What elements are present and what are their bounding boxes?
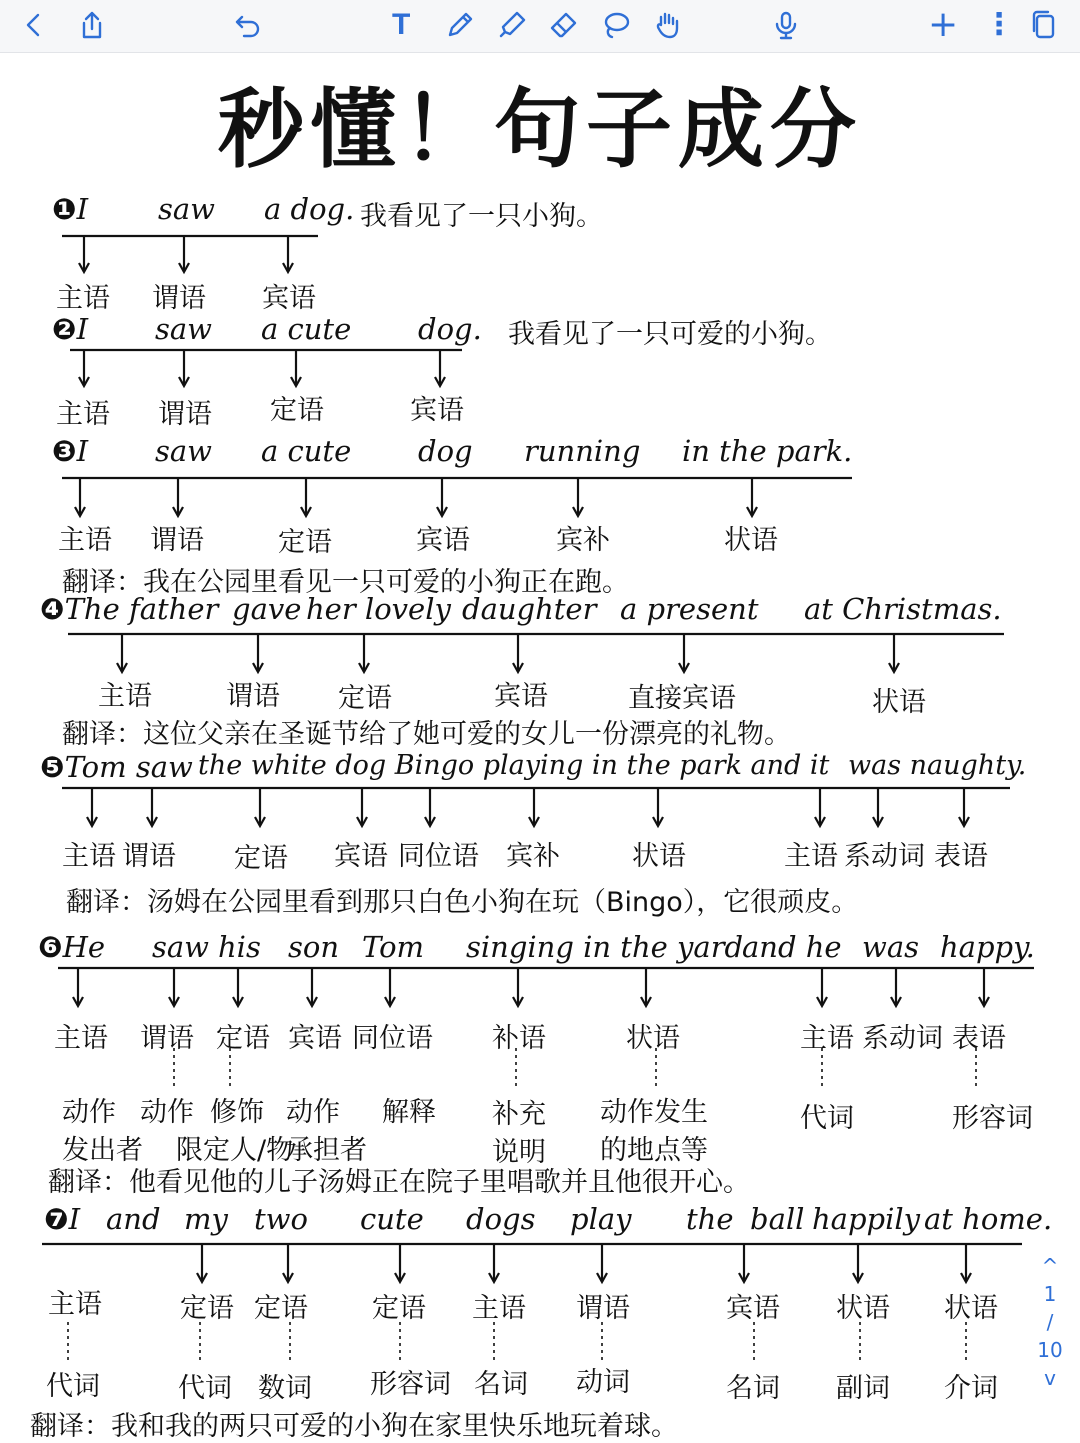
s7-word: the <box>686 1202 734 1236</box>
page-up-icon[interactable]: ^ <box>1041 1254 1059 1278</box>
s2-word: dog. <box>418 312 482 346</box>
s2-label: 谓语 <box>158 399 212 430</box>
s5-label: 宾语 <box>334 841 388 872</box>
text-tool-icon[interactable]: T <box>392 8 411 41</box>
s7-sub: 形容词 <box>370 1369 451 1400</box>
arrow-head <box>385 997 395 1006</box>
arrow-head <box>435 377 445 386</box>
pen-icon[interactable] <box>444 6 476 44</box>
arrow-head <box>425 817 435 826</box>
s2-label: 定语 <box>270 395 324 426</box>
highlighter-icon[interactable] <box>496 6 528 44</box>
arrow-head <box>815 817 825 826</box>
s1-translation: 我看见了一只小狗。 <box>360 201 603 232</box>
arrow-head <box>513 663 523 672</box>
sentence-1: ❶I <box>52 192 89 226</box>
s5-label: 状语 <box>632 841 686 872</box>
s6-sub: 修饰 <box>210 1097 264 1128</box>
page-down-icon[interactable]: v <box>1044 1366 1056 1390</box>
s1-word: saw <box>158 192 215 226</box>
s1-label: 主语 <box>56 283 110 314</box>
s2-word: a cute <box>261 312 352 346</box>
s3-label: 宾补 <box>556 525 610 556</box>
arrow-head <box>959 817 969 826</box>
arrow-head <box>255 817 265 826</box>
s6-word: and he <box>742 930 842 964</box>
s5-label: 主语 <box>784 841 838 872</box>
s4-word: gave <box>232 592 302 626</box>
s7-word: two <box>254 1202 308 1236</box>
arrow-head <box>529 817 539 826</box>
arrow-head <box>283 263 293 272</box>
s2-word: saw <box>155 312 212 346</box>
s7-label: 定语 <box>254 1293 308 1324</box>
s6-label: 系动词 <box>862 1023 943 1054</box>
add-icon[interactable]: + <box>928 4 959 45</box>
s6-sub: 形容词 <box>952 1103 1033 1134</box>
current-page: 1 <box>1043 1282 1057 1306</box>
s7-label: 定语 <box>180 1293 234 1324</box>
s2-label: 主语 <box>56 399 110 430</box>
s7-label: 宾语 <box>726 1293 780 1324</box>
s7-word: and <box>106 1202 161 1236</box>
page-separator: / <box>1046 1310 1054 1334</box>
s4-word: daughter <box>462 592 597 626</box>
s2-translation: 我看见了一只可爱的小狗。 <box>508 319 832 350</box>
s6-sub: 动作 <box>62 1097 116 1128</box>
arrow-head <box>87 817 97 826</box>
arrow-head <box>979 997 989 1006</box>
s6-sub: 的地点等 <box>600 1135 708 1166</box>
s3-label: 状语 <box>724 525 778 556</box>
s6-word: was <box>862 930 919 964</box>
s3-word: running <box>524 434 641 468</box>
arrow-head <box>513 997 523 1006</box>
pages-icon[interactable] <box>1028 6 1060 44</box>
total-pages: 10 <box>1037 1338 1063 1362</box>
sentence-3: ❸I <box>52 434 89 468</box>
arrow-head <box>437 507 447 516</box>
arrow-head <box>641 997 651 1006</box>
lasso-icon[interactable] <box>600 6 632 44</box>
s4-label: 宾语 <box>494 681 548 712</box>
s5-word: the white dog Bingo playing in the park and it <box>198 750 830 781</box>
s4-label: 谓语 <box>226 681 280 712</box>
s6-label: 表语 <box>952 1023 1006 1054</box>
arrow-head <box>253 663 263 672</box>
s4-label: 定语 <box>338 683 392 714</box>
s6-label: 定语 <box>216 1023 270 1054</box>
s7-label: 主语 <box>472 1293 526 1324</box>
s7-sub: 副词 <box>836 1373 890 1404</box>
s5-label: 主语 <box>62 841 116 872</box>
s6-sub: 动作 <box>140 1097 194 1128</box>
s2-label: 宾语 <box>410 395 464 426</box>
s6-word: happy. <box>940 930 1035 964</box>
s5-label: 定语 <box>234 843 288 874</box>
s5-word: was naughty. <box>848 750 1027 781</box>
s7-word: at home. <box>924 1202 1053 1236</box>
arrow-head <box>357 817 367 826</box>
arrow-head <box>179 377 189 386</box>
arrow-head <box>79 263 89 272</box>
s7-sub: 介词 <box>944 1373 998 1404</box>
s3-word: in the park. <box>682 434 853 468</box>
sentence-7: ❼I <box>44 1202 81 1236</box>
arrow-head <box>817 997 827 1006</box>
s7-label: 主语 <box>48 1289 102 1320</box>
arrow-head <box>283 1273 293 1282</box>
s3-label: 定语 <box>278 527 332 558</box>
s1-label: 宾语 <box>262 283 316 314</box>
s7-word: play <box>570 1202 632 1236</box>
arrow-head <box>173 507 183 516</box>
microphone-icon[interactable] <box>770 6 802 44</box>
s6-word: his <box>218 930 261 964</box>
s6-sub: 发出者 <box>62 1135 143 1166</box>
arrow-head <box>961 1273 971 1282</box>
s7-label: 定语 <box>372 1293 426 1324</box>
s6-sub: 补充 <box>492 1099 546 1130</box>
s7-word: happily <box>812 1202 921 1236</box>
s7-word: cute <box>360 1202 424 1236</box>
s5-translation: 翻译：汤姆在公园里看到那只白色小狗在玩（Bingo），它很顽皮。 <box>66 887 859 918</box>
s7-label: 状语 <box>944 1293 998 1324</box>
undo-icon[interactable] <box>232 6 264 44</box>
arrow-head <box>359 663 369 672</box>
s6-sub: 动作 <box>286 1097 340 1128</box>
arrow-head <box>147 817 157 826</box>
arrow-head <box>573 507 583 516</box>
arrow-head <box>233 997 243 1006</box>
s6-sub: 代词 <box>800 1103 854 1134</box>
s7-word: my <box>184 1202 228 1236</box>
s6-sub: 动作发生 <box>600 1097 708 1128</box>
arrow-head <box>395 1273 405 1282</box>
s4-word: a present <box>620 592 759 626</box>
page-title: 秒懂！句子成分 <box>218 80 862 180</box>
s3-label: 主语 <box>58 525 112 556</box>
arrow-head <box>79 377 89 386</box>
s3-word: a cute <box>261 434 352 468</box>
sentence-4: ❹The father <box>40 592 219 626</box>
arrow-head <box>197 1273 207 1282</box>
s5-label: 宾补 <box>506 841 560 872</box>
arrow-head <box>75 507 85 516</box>
s1-word: a dog. <box>264 192 355 226</box>
hand-icon[interactable] <box>652 6 684 44</box>
s6-word: Tom <box>362 930 425 964</box>
s3-word: saw <box>155 434 212 468</box>
s6-label: 宾语 <box>288 1023 342 1054</box>
arrow-head <box>489 1273 499 1282</box>
arrow-head <box>891 997 901 1006</box>
s4-word: at Christmas. <box>804 592 1002 626</box>
arrow-head <box>873 817 883 826</box>
s5-label: 表语 <box>934 841 988 872</box>
sentence-2: ❷I <box>52 312 89 346</box>
arrow-head <box>853 1273 863 1282</box>
s7-sub: 动词 <box>576 1367 630 1398</box>
s7-translation: 翻译：我和我的两只可爱的小狗在家里快乐地玩着球。 <box>30 1411 678 1442</box>
arrow-head <box>739 1273 749 1282</box>
s3-translation: 翻译：我在公园里看见一只可爱的小狗正在跑。 <box>62 567 629 598</box>
s4-label: 主语 <box>98 681 152 712</box>
s3-word: dog <box>418 434 473 468</box>
s6-word: son <box>288 930 340 964</box>
share-icon[interactable] <box>76 6 108 44</box>
sentence-6: ❻He <box>38 930 106 964</box>
s7-sub: 名词 <box>726 1373 780 1404</box>
s5-label: 系动词 <box>844 841 925 872</box>
arrow-head <box>597 1273 607 1282</box>
s3-label: 谓语 <box>150 525 204 556</box>
arrow-head <box>169 997 179 1006</box>
s4-word: her lovely <box>306 592 451 626</box>
s7-label: 状语 <box>836 1293 890 1324</box>
chevron-left-icon[interactable] <box>18 6 50 44</box>
s6-label: 状语 <box>626 1023 680 1054</box>
s3-label: 宾语 <box>416 525 470 556</box>
s5-label: 谓语 <box>122 841 176 872</box>
s6-label: 主语 <box>54 1023 108 1054</box>
s4-translation: 翻译：这位父亲在圣诞节给了她可爱的女儿一份漂亮的礼物。 <box>62 719 791 750</box>
arrow-head <box>653 817 663 826</box>
s1-label: 谓语 <box>152 283 206 314</box>
arrow-head <box>747 507 757 516</box>
s7-word: ball <box>750 1202 805 1236</box>
s4-label: 直接宾语 <box>628 683 736 714</box>
arrow-head <box>307 997 317 1006</box>
page-indicator <box>1030 1250 1070 1394</box>
arrow-head <box>117 663 127 672</box>
s6-translation: 翻译：他看见他的儿子汤姆正在院子里唱歌并且他很开心。 <box>48 1167 750 1198</box>
arrow-head <box>889 663 899 672</box>
s7-sub: 代词 <box>178 1373 232 1404</box>
s6-word: singing in the yard <box>466 930 744 964</box>
s7-label: 谓语 <box>576 1293 630 1324</box>
s6-label: 谓语 <box>140 1023 194 1054</box>
s6-sub: 解释 <box>382 1097 436 1128</box>
arrow-head <box>301 507 311 516</box>
arrow-head <box>179 263 189 272</box>
s6-label: 补语 <box>492 1023 546 1054</box>
s6-label: 同位语 <box>352 1023 433 1054</box>
top-toolbar <box>0 0 1080 53</box>
s7-sub: 名词 <box>474 1369 528 1400</box>
s7-word: dogs <box>466 1202 536 1236</box>
arrow-head <box>73 997 83 1006</box>
arrow-head <box>291 377 301 386</box>
s6-sub: 限定人/物 <box>176 1135 294 1166</box>
s4-label: 状语 <box>872 687 926 718</box>
s5-label: 同位语 <box>398 841 479 872</box>
s7-sub: 数词 <box>258 1373 312 1404</box>
s6-label: 主语 <box>800 1023 854 1054</box>
sentence-5: ❺Tom saw <box>40 750 193 784</box>
s7-sub: 代词 <box>46 1371 100 1402</box>
s6-sub: 说明 <box>492 1137 546 1168</box>
eraser-icon[interactable] <box>548 6 580 44</box>
s6-sub: 承担者 <box>286 1135 367 1166</box>
arrow-head <box>679 663 689 672</box>
s6-word: saw <box>152 930 209 964</box>
more-icon[interactable]: ⋮ <box>984 7 1014 42</box>
